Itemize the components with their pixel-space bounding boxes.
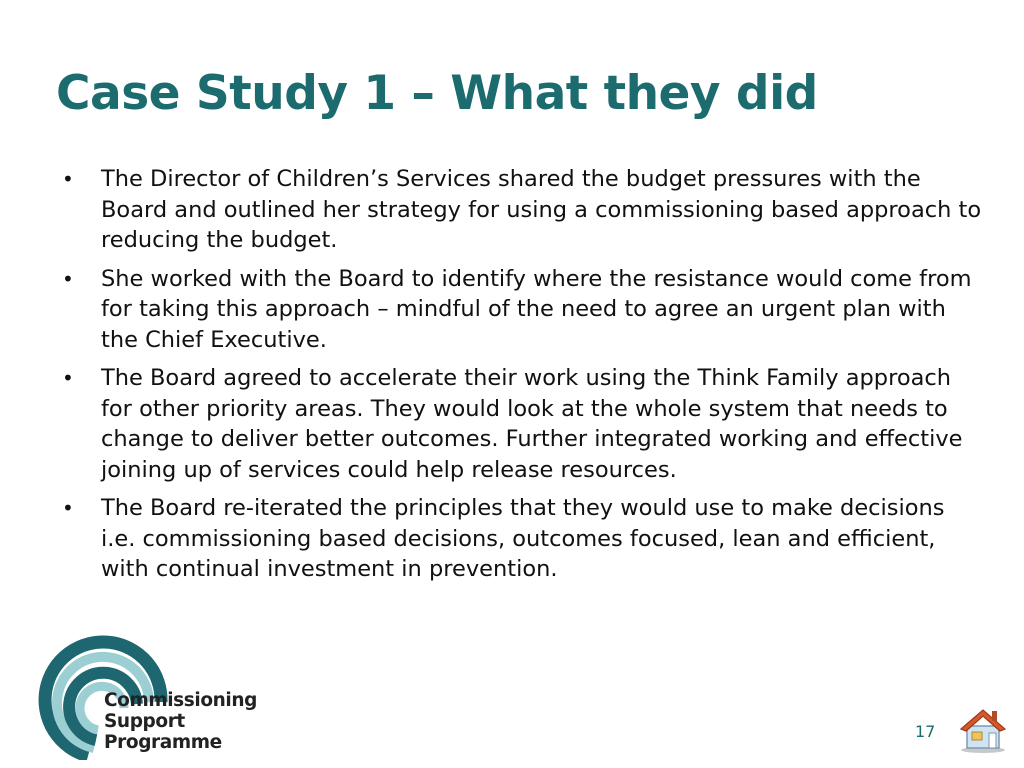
bullet-marker: •: [62, 366, 74, 390]
bullet-item: [62, 363, 982, 485]
bullet-text: The Board re-iterated the principles that they would use to make decisions i.e. commissioning based decisions, outcomes focused, lean and efficient, with continual investment in prevention.: [101, 495, 945, 582]
logo-line: Commissioning: [104, 690, 257, 711]
bullet-marker: •: [62, 167, 74, 191]
bullet-item: [62, 164, 982, 256]
logo-line: Support: [104, 711, 185, 732]
bullet-marker: •: [62, 266, 74, 291]
bullet-item: [62, 264, 982, 356]
bullet-text: The Board agreed to accelerate their work using the Think Family approach for other priority areas. They would look at the whole system that needs to change to deliver better outcomes. Further integrated working and effective joining up of services could help release resources.: [101, 365, 963, 483]
bullet-list: [62, 164, 982, 593]
logo-line: Programme: [104, 732, 222, 753]
bullet-text: She worked with the Board to identify where the resistance would come from for taking this approach – mindful of the need to agree an urgent plan with the Chief Executive.: [101, 265, 972, 353]
bullet-item: [62, 493, 982, 585]
slide-title: Case Study 1 – What they did: [56, 66, 818, 121]
bullet-text: The Director of Children’s Services shared the budget pressures with the Board and outlined her strategy for using a commissioning based approach to reducing the budget.: [101, 166, 982, 253]
bullet-marker: •: [62, 496, 74, 520]
home-icon[interactable]: [956, 704, 1010, 754]
logo-text: [104, 690, 257, 753]
page-number: 17: [915, 722, 936, 741]
